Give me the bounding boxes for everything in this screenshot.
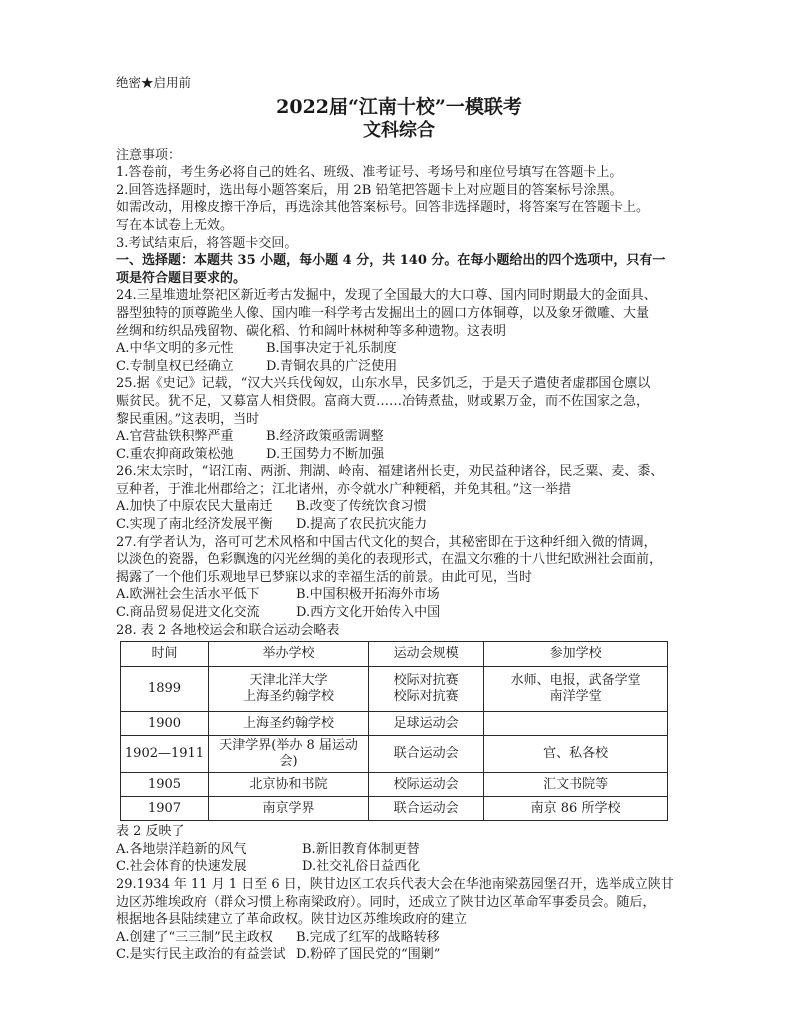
sports-meet-table-wrap xyxy=(120,641,668,821)
question-27 xyxy=(116,534,682,622)
question-stem: 表 2 反映了 xyxy=(116,824,185,840)
option-a: A.官营盐铁积弊严重 xyxy=(116,429,234,445)
table-caption: 28. 表 2 各地校运会和联合运动会略表 xyxy=(116,622,340,638)
table-row xyxy=(121,773,668,797)
header-host: 举办学校 xyxy=(208,642,368,667)
question-stem: 根据地各县陆续建立了革命政权。陕甘边区苏维埃政府的建立 xyxy=(116,912,468,928)
option-a: A.各地崇洋趋新的风气 xyxy=(116,841,247,857)
cell-host xyxy=(208,667,368,712)
cell-schools xyxy=(484,667,668,712)
option-row xyxy=(116,340,682,358)
cell-schools: 汇文书院等 xyxy=(484,773,668,797)
notice-heading: 注意事项： xyxy=(116,147,182,163)
notice-item: 3.考试结束后，将答题卡交回。 xyxy=(116,235,298,251)
notice-item: 如需改动，用橡皮擦干净后，再选涂其他答案标号。回答非选择题时，将答案写在答题卡上。 xyxy=(116,200,650,216)
table-row xyxy=(121,712,668,736)
option-d: D.社交礼俗日益西化 xyxy=(302,859,421,875)
cell-line: 南洋学堂 xyxy=(549,689,602,705)
question-stem: 器型独特的顶尊跪坐人像、国内唯一科学考古发掘出土的圆口方体铜尊，以及象牙微雕、大量 xyxy=(116,305,650,321)
table-row xyxy=(121,667,668,712)
question-26 xyxy=(116,463,682,533)
option-b: B.改变了传统饮食习惯 xyxy=(296,499,427,515)
header-time: 时间 xyxy=(121,642,209,667)
notice-section xyxy=(116,147,682,253)
option-row xyxy=(116,586,682,604)
exam-title: 2022届“江南十校”一模联考 xyxy=(276,95,522,118)
option-row xyxy=(116,516,682,534)
notice-item: 写在本试卷上无效。 xyxy=(116,217,234,233)
option-b: B.国事决定于礼乐制度 xyxy=(266,341,397,357)
cell-host: 天津学界(举办 8 届运动会) xyxy=(208,736,368,773)
question-stem: 以淡色的瓷器，色彩飘逸的闪光丝绸的美化的表现形式，在温文尔雅的十八世纪欧洲社会面前， xyxy=(116,552,663,568)
cell-schools: 官、私各校 xyxy=(484,736,668,773)
cell-line: 校际对抗赛 xyxy=(393,673,459,689)
cell-host: 北京协和书院 xyxy=(208,773,368,797)
cell-line: 天津北洋大学 xyxy=(249,673,328,689)
option-d: D.提高了农民抗灾能力 xyxy=(296,517,428,533)
option-c: C.专制皇权已经确立 xyxy=(116,358,234,374)
cell-line: 校际对抗赛 xyxy=(393,689,459,705)
option-c: C.是实行民主政治的有益尝试 xyxy=(116,947,286,963)
option-d: D.粉碎了国民党的“围剿” xyxy=(296,947,441,963)
cell-host: 南京学界 xyxy=(208,797,368,821)
table-row xyxy=(121,797,668,821)
option-b: B.完成了红军的战略转移 xyxy=(296,929,440,945)
option-c: C.实现了南北经济发展平衡 xyxy=(116,517,273,533)
cell-line: 上海圣约翰学校 xyxy=(243,689,335,705)
question-stem: 24.三星堆遗址祭祀区新近考古发掘中，发现了全国最大的大口尊、国内同时期最大的金面具、 xyxy=(116,288,657,304)
cell-scale: 校际运动会 xyxy=(369,773,484,797)
question-25 xyxy=(116,375,682,463)
header-schools: 参加学校 xyxy=(484,642,668,667)
cell-time: 1907 xyxy=(121,797,209,821)
option-a: A.中华文明的多元性 xyxy=(116,341,234,357)
cell-scale: 联合运动会 xyxy=(369,797,484,821)
option-b: B.新旧教育体制更替 xyxy=(302,841,420,857)
option-c: C.重农抑商政策松弛 xyxy=(116,446,234,462)
notice-item: 1.答卷前，考生务必将自己的姓名、班级、准考证号、考场号和座位号填写在答题卡上。 xyxy=(116,165,623,181)
option-c: C.商品贸易促进文化交流 xyxy=(116,605,260,621)
question-29 xyxy=(116,876,682,964)
option-row xyxy=(116,604,682,622)
option-row xyxy=(116,858,682,876)
option-row xyxy=(116,498,682,516)
confidential-mark: 绝密★启用前 xyxy=(116,75,192,90)
cell-time: 1900 xyxy=(121,712,209,736)
cell-time: 1905 xyxy=(121,773,209,797)
option-row xyxy=(116,841,682,859)
sports-meet-table xyxy=(120,641,668,821)
cell-schools xyxy=(484,712,668,736)
header-scale: 运动会规模 xyxy=(369,642,484,667)
option-b: B.中国积极开拓海外市场 xyxy=(296,587,440,603)
option-row xyxy=(116,446,682,464)
question-stem: 赈贫民。犹不足，又募富人相贷假。富商大贾……冶铸煮盐，财或累万金，而不佐国家之急， xyxy=(116,393,650,409)
section-instructions: 一、选择题：本题共 35 小题，每小题 4 分，共 140 分。在每小题给出的四个选项中，只有一 xyxy=(116,253,666,269)
option-a: A.加快了中原农民大量南迁 xyxy=(116,499,273,515)
option-row xyxy=(116,428,682,446)
exam-content xyxy=(116,74,682,964)
question-24 xyxy=(116,287,682,375)
question-stem: 29.1934 年 11 月 1 日至 6 日，陕甘边区工农兵代表大会在华池南梁荔园堡召开，选举成立陕甘 xyxy=(116,877,674,892)
cell-host: 上海圣约翰学校 xyxy=(208,712,368,736)
cell-scale: 联合运动会 xyxy=(369,736,484,773)
question-28 xyxy=(116,622,682,876)
question-stem: 揭露了一个他们乐观地早已梦寐以求的幸福生活的前景。由此可见，当时 xyxy=(116,569,533,585)
exam-subject: 文科综合 xyxy=(363,119,435,141)
question-stem: 25.据《史记》记载，“汉大兴兵伐匈奴，山东水旱，民多饥乏，于是天子遣使者虚郡国仓廪以 xyxy=(116,376,651,392)
table-row xyxy=(121,736,668,773)
section-instructions: 项是符合题目要求的。 xyxy=(116,270,247,286)
question-stem: 丝绸和纺织品残留物、碳化稻、竹和阔叶林树种等多种遗物。这表明 xyxy=(116,323,507,339)
option-d: D.王国势力不断加强 xyxy=(266,446,385,462)
option-c: C.社会体育的快速发展 xyxy=(116,859,247,875)
question-stem: 27.有学者认为，洛可可艺术风格和中国古代文化的契合，其秘密即在于这种纤细入微的情调， xyxy=(116,534,657,550)
cell-time: 1902—1911 xyxy=(121,736,209,773)
option-row xyxy=(116,929,682,947)
cell-line: 水师、电报，武备学堂 xyxy=(510,673,641,689)
table-header-row xyxy=(121,642,668,667)
option-row xyxy=(116,358,682,376)
option-d: D.西方文化开始传入中国 xyxy=(296,605,441,621)
question-stem: 豆种者，于淮北州郡给之；江北诸州，亦令就水广种粳稻，并免其租。”这一举措 xyxy=(116,481,572,497)
cell-scale: 足球运动会 xyxy=(369,712,484,736)
question-stem: 黎民重困。”这表明，当时 xyxy=(116,411,260,427)
cell-schools: 南京 86 所学校 xyxy=(484,797,668,821)
option-a: A.创建了“三三制”民主政权 xyxy=(116,929,273,945)
cell-time: 1899 xyxy=(121,667,209,712)
cell-scale xyxy=(369,667,484,712)
option-b: B.经济政策亟需调整 xyxy=(266,429,384,445)
option-d: D.青铜农具的广泛使用 xyxy=(266,358,398,374)
question-stem: 26.宋太宗时，“诏江南、两浙、荆湖、岭南、福建诸州长吏，劝民益种诸谷，民乏粟、麦、黍、 xyxy=(116,464,664,480)
option-a: A.欧洲社会生活水平低下 xyxy=(116,587,260,603)
option-row xyxy=(116,946,682,964)
question-stem: 边区苏维埃政府（群众习惯上称南梁政府）。同时，还成立了陕甘边区革命军事委员会。随后， xyxy=(116,894,656,910)
notice-item: 2.回答选择题时，选出每小题答案后，用 2B 铅笔把答题卡上对应题目的答案标号涂黑。 xyxy=(116,182,623,198)
